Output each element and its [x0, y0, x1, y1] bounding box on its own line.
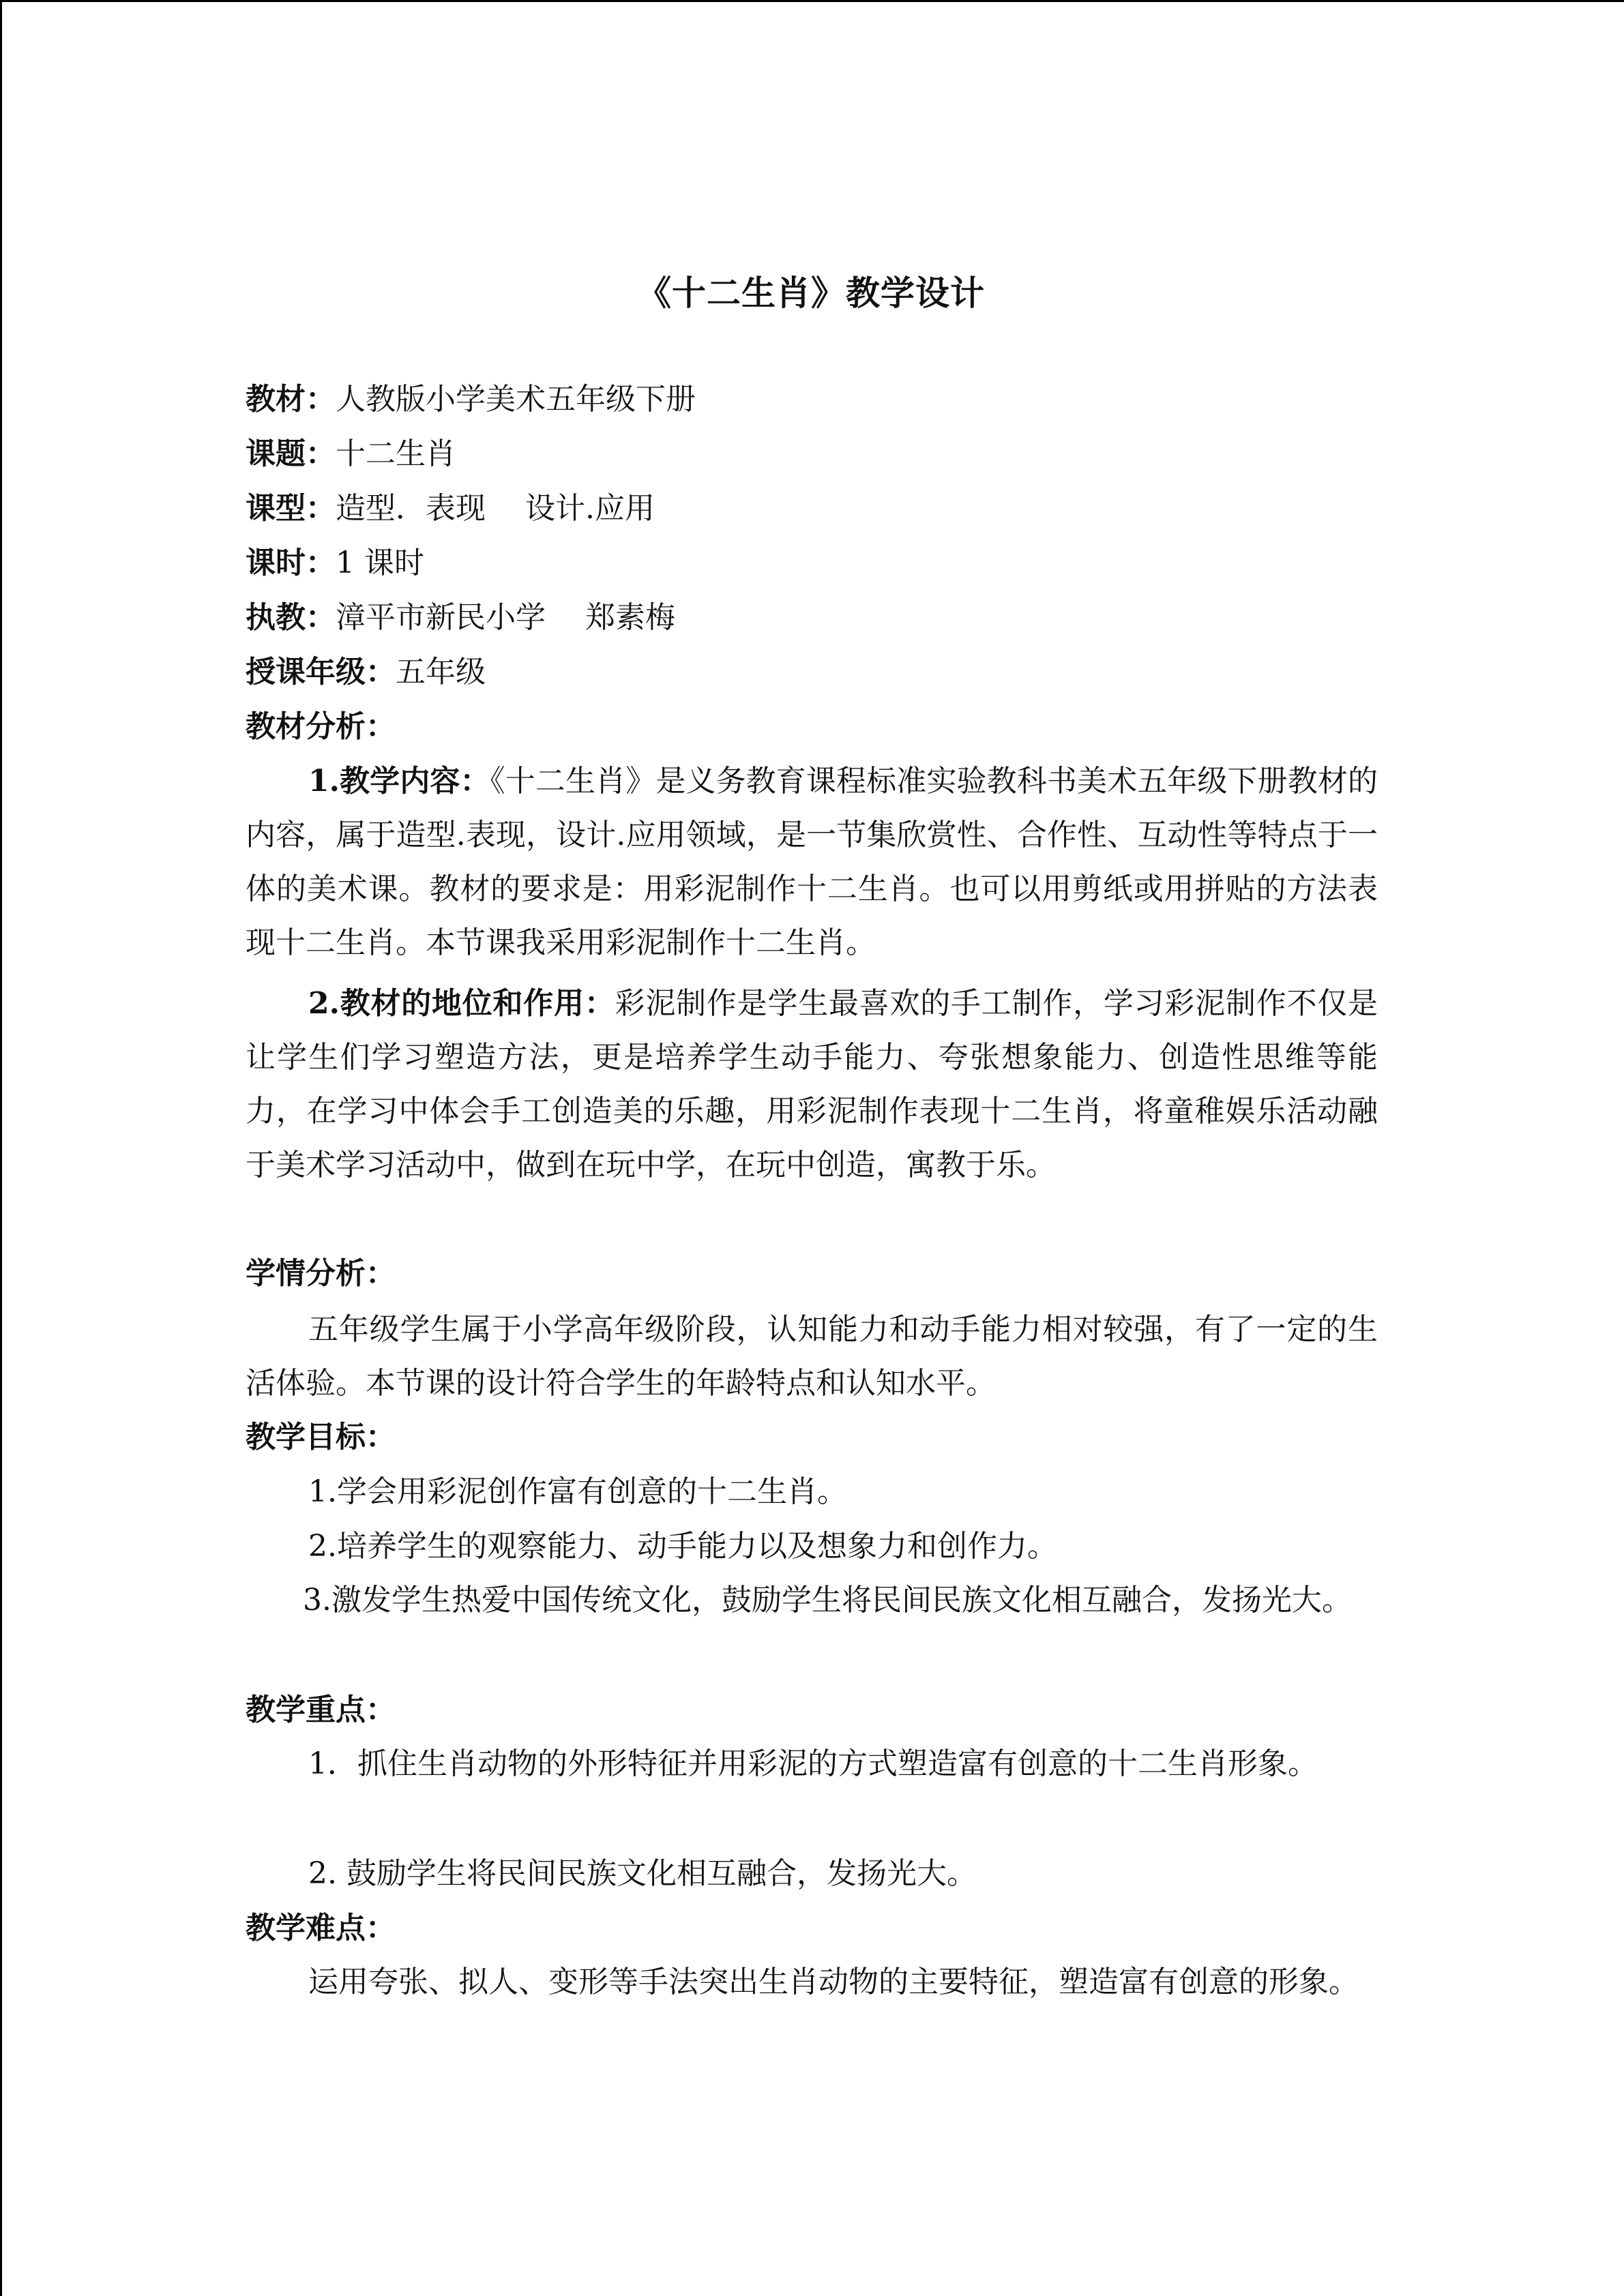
- section-heading-analysis: 教材分析：: [246, 709, 396, 744]
- goal-item: 2.培养学生的观察能力、动手能力以及想象力和创作力。: [308, 1529, 1057, 1564]
- info-value: 五年级: [396, 655, 486, 689]
- analysis-paragraph-2: [246, 976, 1378, 1192]
- info-label: 教材：: [246, 382, 336, 417]
- info-grade: [246, 652, 486, 693]
- key-point-item: 1．抓住生肖动物的外形特征并用彩泥的方式塑造富有创意的十二生肖形象。: [308, 1746, 1318, 1781]
- goal-item: 3.激发学生热爱中国传统文化，鼓励学生将民间民族文化相互融合，发扬光大。: [303, 1583, 1352, 1617]
- info-value: 十二生肖: [336, 436, 456, 471]
- info-value: 1 课时: [336, 546, 424, 580]
- info-label: 课型：: [246, 491, 336, 526]
- paragraph-text: 彩泥制作是学生最喜欢的手工制作，学习彩泥制作不仅是让学生们学习塑造方法，更是培养学生动手能力、夸张想象能力、创造性思维等能力，在学习中体会手工创造美的乐趣，用彩泥制作表现十二生肖，将童稚娱乐活动融于美术学习活动中，做到在玩中学，在玩中创造，寓教于乐。: [246, 986, 1378, 1182]
- paragraph-text: 《十二生肖》是义务教育课程标准实验教科书美术五年级下册教材的内容，属于造型.表现，设计.应用领域，是一节集欣赏性、合作性、互动性等特点于一体的美术课。教材的要求是：用彩泥制作十二生肖。也可以用剪纸或用拼贴的方法表现十二生肖。本节课我采用彩泥制作十二生肖。: [246, 764, 1378, 960]
- section-heading-key-points: 教学重点：: [246, 1693, 396, 1727]
- info-topic: [246, 434, 456, 475]
- info-value: 人教版小学美术五年级下册: [336, 382, 696, 417]
- learner-paragraph: 五年级学生属于小学高年级阶段，认知能力和动手能力相对较强，有了一定的生活体验。本节课的设计符合学生的年龄特点和认知水平。: [246, 1312, 1378, 1401]
- info-value: 造型．表现 设计.应用: [336, 491, 655, 526]
- section-heading-difficulties: 教学难点：: [246, 1911, 396, 1945]
- info-value: 漳平市新民小学 郑素梅: [336, 600, 675, 635]
- info-hours: [246, 543, 424, 584]
- section-heading-goals: 教学目标：: [246, 1420, 396, 1455]
- difficulties-paragraph: 运用夸张、拟人、变形等手法突出生肖动物的主要特征，塑造富有创意的形象。: [308, 1965, 1359, 1999]
- section-heading-learner: 学情分析：: [246, 1256, 396, 1291]
- info-label: 执教：: [246, 600, 336, 635]
- analysis-paragraph-1: [246, 754, 1378, 970]
- info-type: [246, 488, 655, 529]
- key-point-item: 2. 鼓励学生将民间民族文化相互融合，发扬光大。: [308, 1856, 977, 1891]
- info-label: 课题：: [246, 436, 336, 471]
- info-label: 授课年级：: [246, 655, 396, 689]
- info-textbook: [246, 379, 696, 420]
- paragraph-lead: 2.教材的地位和作用：: [308, 986, 615, 1021]
- paragraph-lead: 1.教学内容：: [308, 764, 490, 799]
- info-teacher: [246, 597, 675, 638]
- info-label: 课时：: [246, 546, 336, 580]
- document-title: 《十二生肖》教学设计: [637, 273, 985, 313]
- goal-item: 1.学会用彩泥创作富有创意的十二生肖。: [308, 1474, 847, 1509]
